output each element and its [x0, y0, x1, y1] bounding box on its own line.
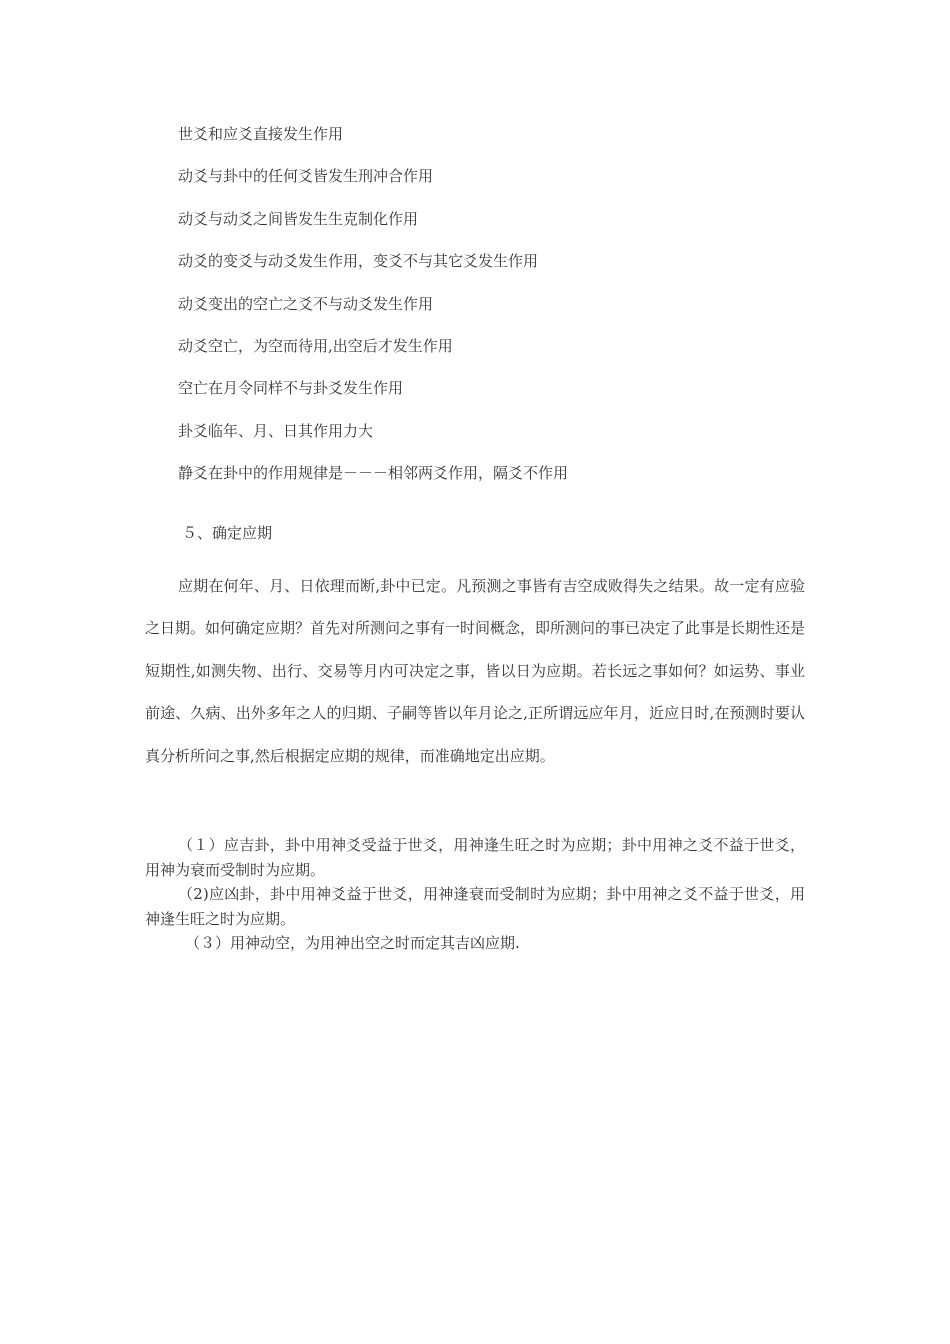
- rule-line: 动爻空亡，为空而待用,出空后才发生作用: [178, 336, 453, 355]
- numbered-item: （2)应凶卦，卦中用神爻益于世爻，用神逢衰而受制时为应期；卦中用神之爻不益于世爻，用神逢生旺之时为应期。: [145, 885, 805, 928]
- numbered-item: （１）应吉卦，卦中用神爻受益于世爻，用神逢生旺之时为应期；卦中用神之爻不益于世爻，用神为衰而受制时为应期。: [145, 836, 805, 879]
- rule-line: 动爻的变爻与动爻发生作用，变爻不与其它爻发生作用: [178, 252, 539, 271]
- rule-line: 卦爻临年、月、日其作用力大: [178, 421, 374, 440]
- numbered-item: （３）用神动空，为用神出空之时而定其吉凶应期.: [185, 934, 520, 952]
- rules-list: [178, 124, 818, 506]
- rule-line: 世爻和应爻直接发生作用: [178, 125, 344, 143]
- rule-line: 动爻与卦中的任何爻皆发生刑冲合作用: [178, 167, 434, 186]
- body-paragraph: 应期在何年、月、日依理而断,卦中已定。凡预测之事皆有吉空成败得失之结果。故一定有应验之日期。如何确定应期？首先对所测问之事有一时间概念，即所测问的事已决定了此事是长期性还是短期性,如测失物、出行、交易等月内可决定之事，皆以日为应期。若长远之事如何？如运势、事业前途、久病、出外多年之人的归期、子嗣等皆以年月论之,正所谓远应年月，近应日时,在预测时要认真分析所问之事,然后根据定应期的规律，而准确地定出应期。: [145, 577, 806, 765]
- section-heading: ５、确定应期: [182, 524, 273, 542]
- rule-line: 空亡在月令同样不与卦爻发生作用: [178, 379, 404, 398]
- rule-line: 动爻变出的空亡之爻不与动爻发生作用: [178, 294, 434, 313]
- rule-line: 静爻在卦中的作用规律是－－－相邻两爻作用，隔爻不作用: [178, 464, 569, 483]
- rule-line: 动爻与动爻之间皆发生生克制化作用: [178, 209, 419, 228]
- numbered-items: [145, 833, 805, 956]
